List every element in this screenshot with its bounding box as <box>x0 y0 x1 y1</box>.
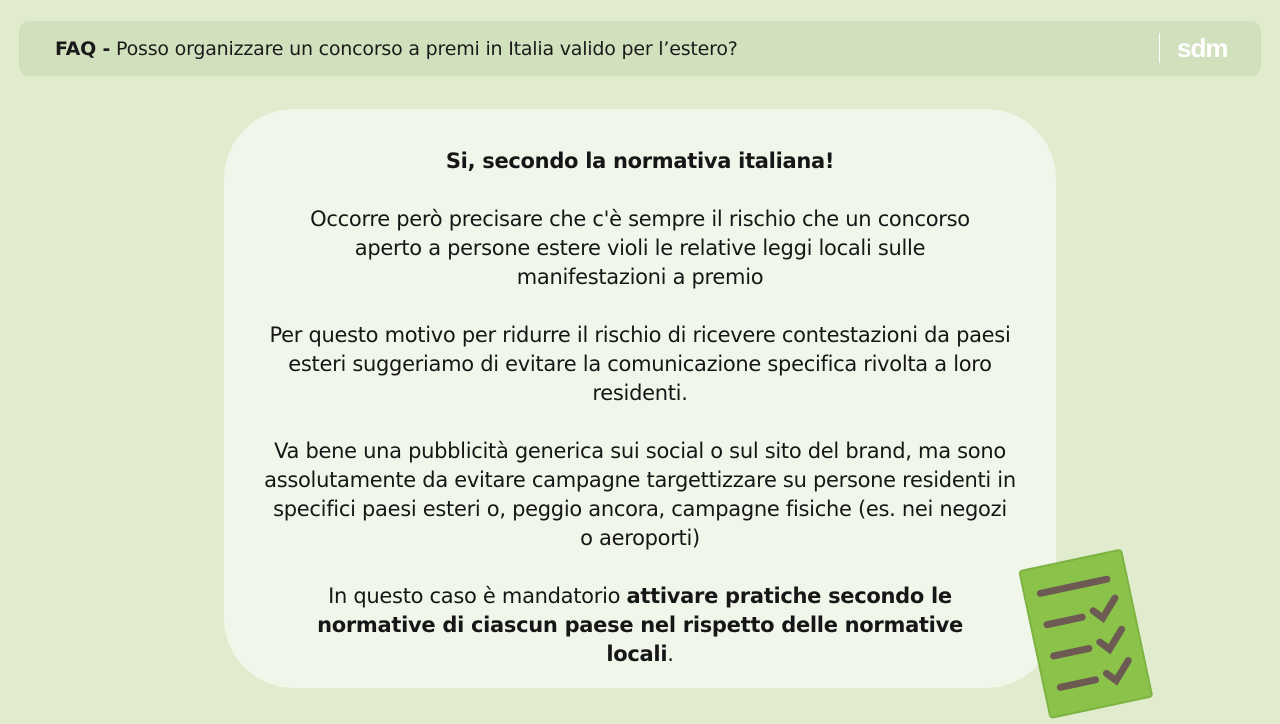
faq-label: FAQ - <box>55 38 111 60</box>
checklist-icon <box>1000 545 1170 720</box>
answer-content <box>264 147 1016 698</box>
answer-headline: Si, secondo la normativa italiana! <box>445 149 835 173</box>
paragraph-4-suffix: . <box>667 642 674 666</box>
paragraph-4-prefix: In questo caso è mandatorio <box>328 584 627 608</box>
paragraph-4-emphasis: attivare pratiche secondo le normative di ciascun paese nel rispetto delle normative locali <box>317 584 963 666</box>
answer-paragraph-4 <box>264 582 1016 669</box>
brand-logo: sdm <box>1177 33 1228 63</box>
header-divider <box>1159 33 1160 63</box>
answer-paragraph-1: Occorre però precisare che c'è sempre il rischio che un concorso aperto a persone estere violi le relative leggi locali sulle manifestazioni a premio <box>310 207 970 289</box>
page-title <box>55 38 738 60</box>
answer-paragraph-3: Va bene una pubblicità generica sui social o sul sito del brand, ma sono assolutamente da evitare campagne targettizzare su persone residenti in specifici paesi esteri o, peggio ancora, campagne fisiche (es. nei negozi o aeroporti) <box>264 439 1016 550</box>
answer-card <box>224 109 1056 688</box>
answer-paragraph-2: Per questo motivo per ridurre il rischio di ricevere contestazioni da paesi esteri suggeriamo di evitare la comunicazione specifica rivolta a loro residenti. <box>269 323 1011 405</box>
faq-question: Posso organizzare un concorso a premi in Italia valido per l’estero? <box>116 38 738 60</box>
header-bar <box>19 21 1261 76</box>
